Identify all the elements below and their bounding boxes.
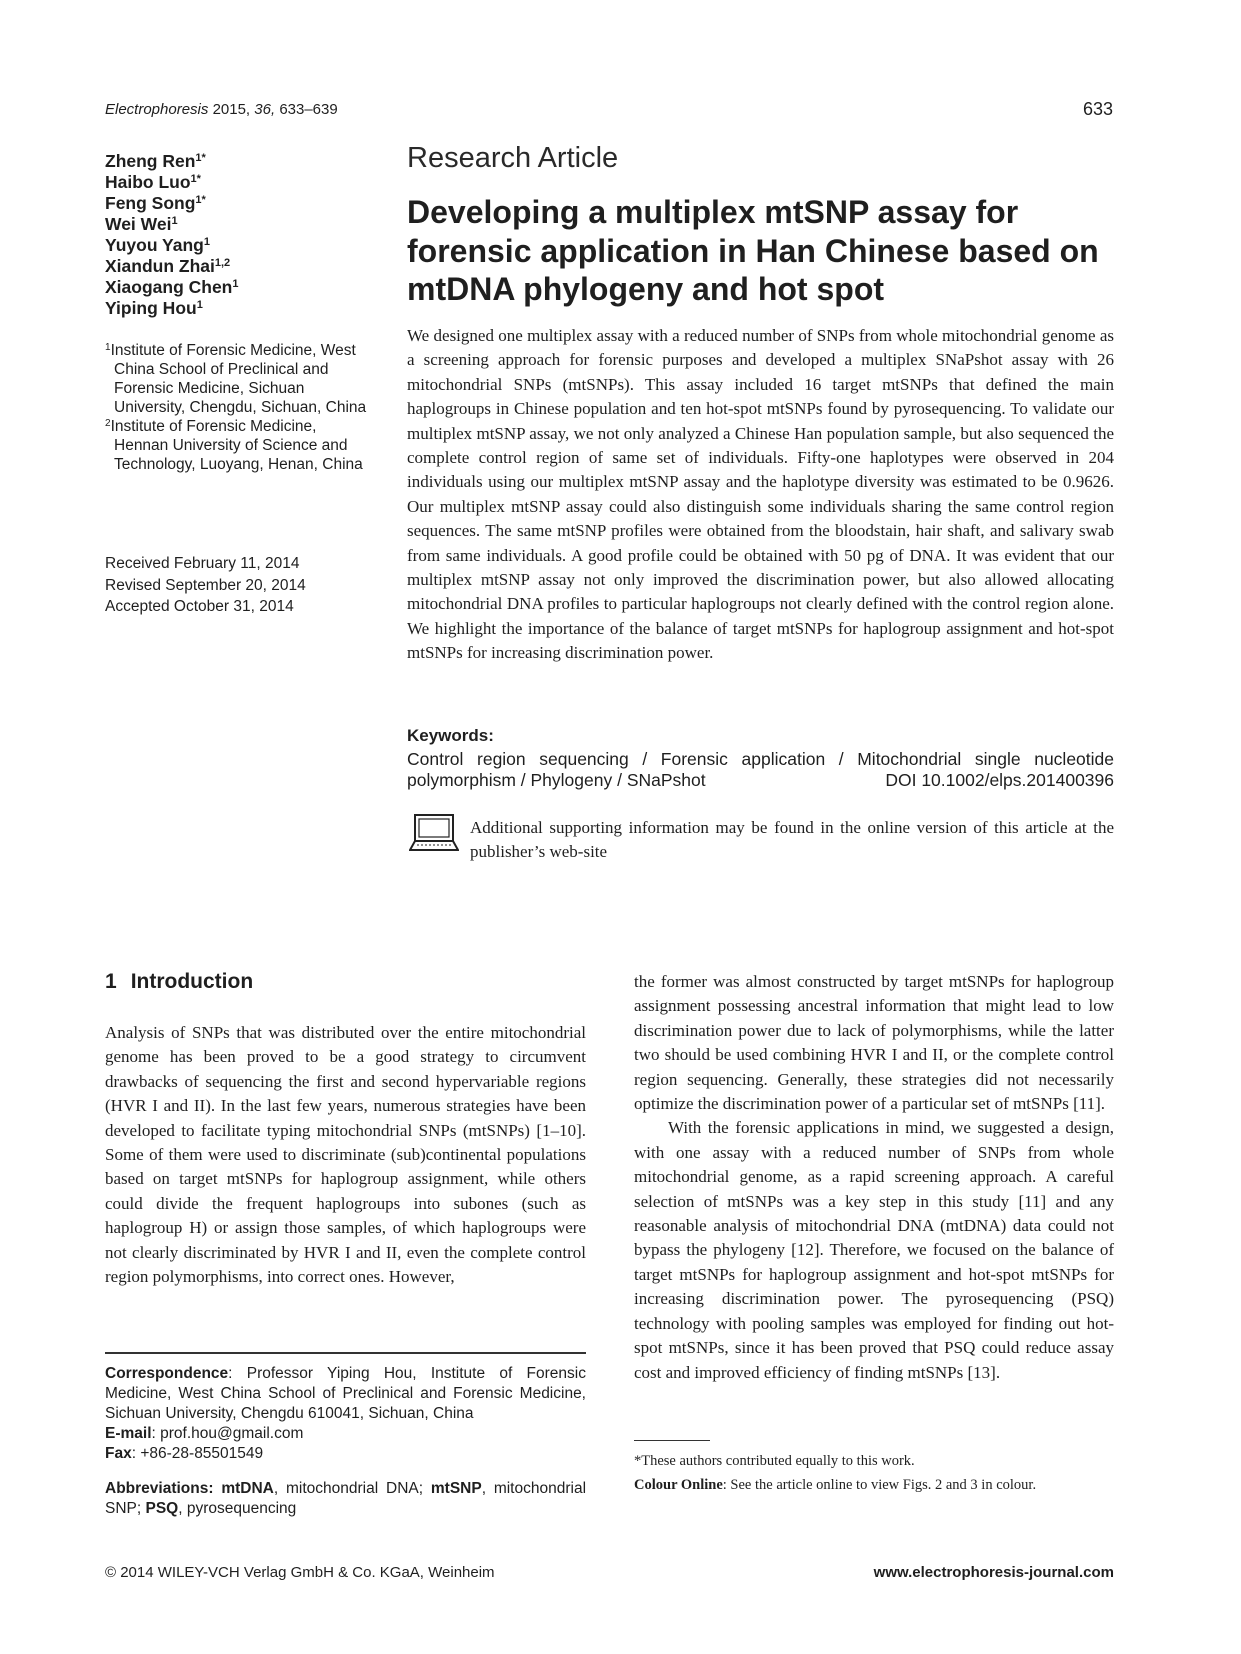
received-date: Received February 11, 2014 (105, 555, 300, 572)
author: Xiandun Zhai$^{1,2}$ (105, 256, 231, 276)
section-title: Introduction (130, 970, 254, 993)
footnote-divider (105, 1352, 586, 1354)
supporting-info: Additional supporting information may be found in the online version of this article at the publisher’s web-site (470, 818, 1114, 861)
journal-year: 2015, (212, 101, 251, 118)
affiliation: $^2$Institute of Forensic Medicine, Hennan University of Science and Technology, Luoyang, Henan, China (105, 418, 363, 473)
journal-website[interactable]: www.electrophoresis-journal.com (873, 1564, 1114, 1581)
journal-volume: 36, (254, 101, 276, 118)
article-history (105, 553, 375, 618)
journal-pages: 633–639 (279, 101, 338, 118)
footnote-equal-contribution: *These authors contributed equally to this work. (634, 1453, 915, 1469)
article-type: Research Article (407, 142, 619, 174)
footnote-colour-online: Colour Online: See the article online to view Figs. 2 and 3 in colour. (634, 1477, 1037, 1493)
author-list (105, 151, 345, 319)
author: Feng Song$^{1*}$ (105, 193, 206, 213)
affiliation: $^1$Institute of Forensic Medicine, West China School of Preclinical and Forensic Medicine, Sichuan University, Chengdu, Sichuan, China (105, 342, 367, 416)
author: Wei Wei$^1$ (105, 214, 178, 234)
email[interactable]: : prof.hou@gmail.com (151, 1425, 304, 1442)
author: Yuyou Yang$^1$ (105, 235, 210, 255)
keywords-heading: Keywords: (407, 726, 494, 745)
author: Yiping Hou$^1$ (105, 298, 203, 318)
paragraph: Analysis of SNPs that was distributed over the entire mitochondrial genome has been proved to be a good strategy to circumvent drawbacks of sequencing the first and second hypervariable regions (HVR I and II). In the last few years, numerous strategies have been developed to facilitate typing mitochondrial SNPs (mtSNPs) [1–10]. Some of them were used to discriminate (sub)continental populations based on target mtSNPs for haplogroup assignment, while others could divide the frequent haplogroups into subones (such as haplogroup H) or assign those samples, of which haplogroups were not clearly discriminated by HVR I and II, even the complete control region polymorphisms, into correct ones. However, (105, 1023, 586, 1287)
correspondence: Correspondence: Professor Yiping Hou, Institute of Forensic Medicine, West China School of Preclinical and Forensic Medicine, Sichuan University, Chengdu 610041, Sichuan, China E-mail: prof.hou@gmail.com Fax: +86-28-85501549 (105, 1365, 586, 1462)
computer-icon (409, 813, 459, 853)
keywords-text: Control region sequencing / Forensic application / Mitochondrial single nucleotide polymorphism / Phylogeny / SNaPshot (407, 749, 1114, 790)
revised-date: Revised September 20, 2014 (105, 576, 306, 594)
article-title: Developing a multiplex mtSNP assay for forensic application in Han Chinese based on mtDNA phylogeny and hot spot (407, 194, 1099, 307)
copyright: © 2014 WILEY-VCH Verlag GmbH & Co. KGaA, Weinheim (105, 1564, 495, 1581)
section-number: 1 (105, 970, 117, 993)
page-number: 633 (1082, 99, 1113, 119)
journal-name: Electrophoresis (105, 101, 209, 118)
right-column (634, 970, 1114, 1385)
abbreviations: Abbreviations: mtDNA, mitochondrial DNA; mtSNP, mitochondrial SNP; PSQ, pyrosequencing (105, 1480, 587, 1517)
section-heading (105, 970, 253, 994)
accepted-date: Accepted October 31, 2014 (105, 598, 294, 615)
affiliations (105, 341, 375, 474)
author: Zheng Ren$^{1*}$ (105, 151, 206, 171)
author: Xiaogang Chen$^1$ (105, 277, 239, 297)
footnote-divider (634, 1440, 710, 1441)
abstract: We designed one multiplex assay with a reduced number of SNPs from whole mitochondrial genome as a screening approach for forensic purposes and developed a multiplex SNaPshot assay with 26 mitochondrial SNPs (mtSNPs). This assay included 16 target mtSNPs that defined the main haplogroups in Chinese population and ten hot-spot mtSNPs found by pyrosequencing. To validate our multiplex mtSNP assay, we not only analyzed a Chinese Han population sample, but also sequenced the complete control region of same set of individuals. Fifty-one haplotypes were observed in 204 individuals using our multiplex mtSNP assay and the haplotype diversity was estimated to be 0.9626. Our multiplex mtSNP assay could also distinguish some individuals sharing the same control region sequences. The same mtSNP profiles were obtained from the bloodstain, hair shaft, and salivary swab from same individuals. A good profile could be obtained with 50 pg of DNA. It was evident that our multiplex mtSNP assay not only improved the discrimination power, but also allowed allocating mitochondrial DNA profiles to particular haplogroups not clearly defined with the control region alone. We highlight the importance of the balance of target mtSNPs for haplogroup assignment and hot-spot mtSNPs for increasing discrimination power. (407, 326, 1114, 663)
paragraph: the former was almost constructed by target mtSNPs for haplogroup assignment possessing ancestral information that might lead to low discrimination power due to lack of polymorphisms, while the latter two should be used combining HVR I and II, or the complete control region sequencing. Generally, these strategies did not necessarily optimize the discrimination power of a particular set of mtSNPs [11]. (634, 972, 1114, 1114)
doi[interactable]: DOI 10.1002/elps.201400396 (885, 770, 1114, 790)
author: Haibo Luo$^{1*}$ (105, 172, 201, 192)
running-header (105, 101, 338, 118)
left-column (105, 1021, 586, 1289)
paragraph: With the forensic applications in mind, we suggested a design, with one assay with a reduced number of SNPs from whole mitochondrial genome, as a rapid screening approach. A careful selection of mtSNPs was a key step in this study [11] and any reasonable analysis of mitochondrial DNA (mtDNA) data could not bypass the phylogeny [12]. Therefore, we focused on the balance of target mtSNPs for haplogroup assignment and hot-spot mtSNPs for increasing discrimination power. The pyrosequencing (PSQ) technology with pooling samples was employed for finding out hot-spot mtSNPs, since it has been proved that PSQ could reduce assay cost and improved efficiency of finding mtSNPs [13]. (634, 1118, 1114, 1382)
